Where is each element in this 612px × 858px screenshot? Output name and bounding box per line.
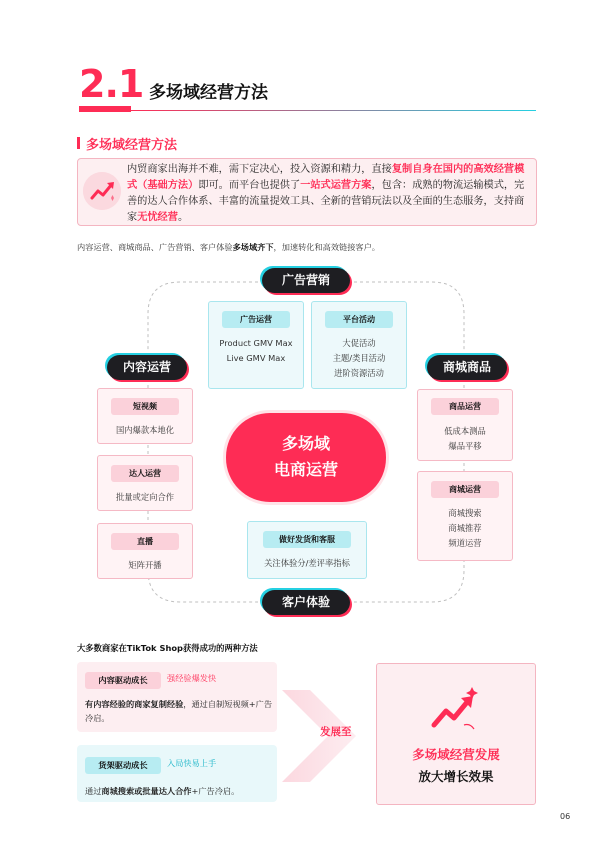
- content-growth-tag: 内容驱动成长: [85, 672, 161, 689]
- mall-products-label: 商城商品: [427, 355, 507, 380]
- intro-highlight-worry-free: 无忧经营: [137, 212, 178, 223]
- advertising-label: 广告营销: [262, 268, 350, 293]
- page-number: 06: [560, 812, 571, 821]
- result-title: 多场域经营发展: [412, 747, 500, 762]
- shelf-growth-tag: 货架驱动成长: [85, 757, 161, 774]
- shelf-growth-text: 通过商城搜索或批量达人合作+广告冷启。: [85, 786, 240, 796]
- mall-ops-items: 商城搜索 商城推荐 频道运营: [448, 508, 482, 548]
- short-video-tag: 短视频: [111, 398, 179, 415]
- intro-paragraph: 内贸商家出海并不难，需下定决心，投入资源和精力，直接复制自身在国内的高效经营模式（基础方法）即可。而平台也提供了一站式运营方案，包含：成熟的物流运输模式，完善的达人合作体系、丰富的流量提效工具、全新的营销玩法以及全面的生态服务，支持商家无忧经营。: [127, 164, 525, 223]
- section-title: 多场域经营方法: [149, 83, 268, 103]
- content-growth-subtitle: 强经验爆发快: [167, 673, 217, 683]
- lead-sentence: 内容运营、商城商品、广告营销、客户体验多场域齐下，加速转化和高效链接客户。: [77, 242, 380, 252]
- ad-ops-items: Product GMV Max Live GMV Max: [219, 338, 293, 363]
- intro-highlight-solution: 一站式运营方案: [300, 180, 372, 191]
- subheading: 多场域经营方法: [86, 138, 178, 153]
- creator-ops-text: 批量或定向合作: [115, 492, 175, 502]
- live-tag: 直播: [111, 533, 179, 550]
- intro-highlight-model: 复制自身在国内的高效经营模式（基础方法）: [127, 164, 525, 191]
- methods-title: 大多数商家在TikTok Shop获得成功的两种方法: [77, 643, 258, 653]
- product-ops-tag: 商品运营: [431, 398, 499, 415]
- service-text: 关注体验分/差评率指标: [264, 558, 350, 568]
- growth-trend-icon: [428, 685, 480, 737]
- service-tag: 做好发货和客服: [263, 531, 351, 548]
- platform-activity-items: 大促活动 主题/类目活动 进阶资源活动: [332, 338, 386, 378]
- customer-experience-label: 客户体验: [262, 590, 350, 615]
- result-subtitle: 放大增长效果: [418, 769, 494, 784]
- creator-ops-tag: 达人运营: [111, 465, 179, 482]
- section-number: 2.1: [79, 62, 144, 106]
- mall-ops-tag: 商城运营: [431, 481, 499, 498]
- platform-activity-tag: 平台活动: [325, 311, 393, 328]
- develop-label: 发展至: [320, 726, 352, 738]
- shelf-growth-subtitle: 入局快易上手: [167, 758, 217, 768]
- live-text: 矩阵开播: [128, 560, 162, 570]
- product-ops-items: 低成本测品 爆品平移: [444, 426, 486, 451]
- ad-ops-tag: 广告运营: [222, 311, 290, 328]
- short-video-text: 国内爆款本地化: [115, 425, 175, 435]
- content-growth-text: 有内容经验的商家复制经验，通过自制短视频+广告冷启。: [85, 699, 273, 723]
- content-ops-label: 内容运营: [107, 355, 187, 380]
- center-multi-channel-ecommerce: 多场域 电商运营: [226, 413, 386, 502]
